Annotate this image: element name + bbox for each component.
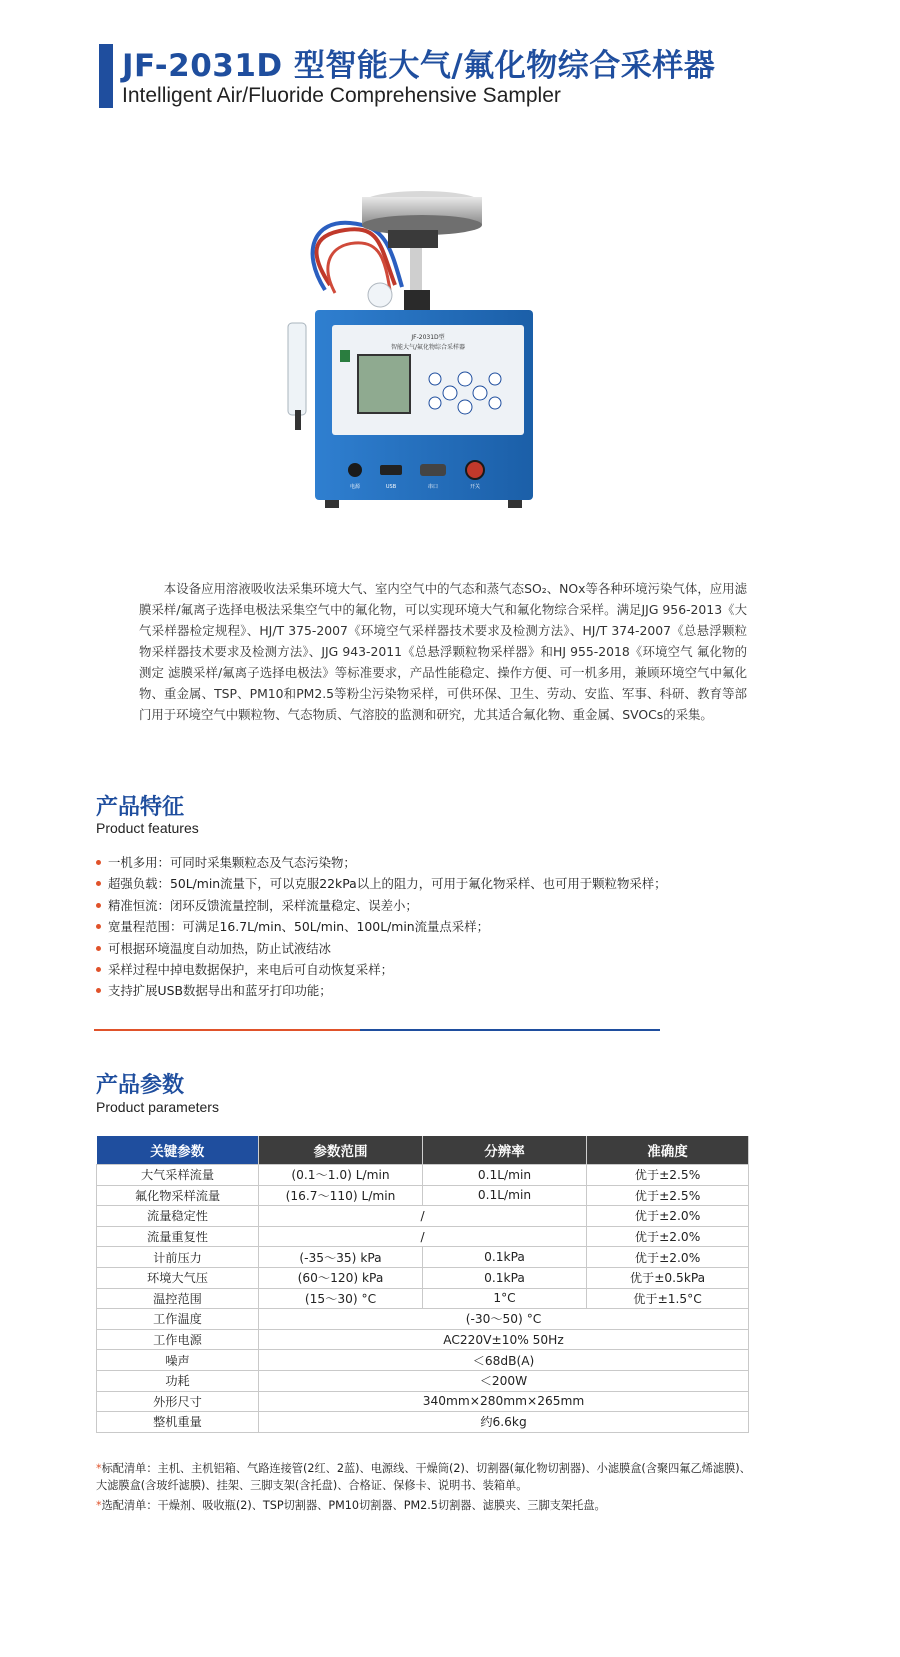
intro-text: 本设备应用溶液吸收法采集环境大气、室内空气中的气态和蒸气态SO₂、NOx等各种环境污染气体，应用滤膜采样/氟离子选择电极法采集空气中的氟化物，可以实现环境大气和氟化物综合采样。满足JJG 956-2013《大气采样器检定规程》、HJ/T 375-2007《环境空气采样器技术要求及检测方法》、HJ/T 374-2007《总悬浮颗粒物采样器技术要求及检测方法》、JJG 943-2011《总悬浮颗粒物采样器》和HJ 955-2018《环境空气 氟化物的测定 滤膜采样/氟离子选择电极法》等标准要求，产品性能稳定、操作方便、可一机多用，兼顾环境空气中氟化物、重金属、TSP、PM10和PM2.5等粉尘污染物采样，可供环保、卫生、劳动、安监、军事、科研、教育等部门用于环境空气中颗粒物、气态物质、气溶胶的监测和研究，尤其适合氟化物、重金属、SVOCs的采集。 (139, 581, 747, 722)
header-key-param: 关键参数 (97, 1136, 259, 1165)
product-image (270, 175, 570, 520)
features-title-en: Product features (96, 820, 199, 836)
device-model-line2: 智能大气/氟化物综合采样器 (390, 344, 466, 351)
features-list (96, 852, 667, 1002)
optional-config-note: *选配清单：干燥剂、吸收瓶(2)、TSP切割器、PM10切割器、PM2.5切割器、滤膜夹、三脚支架托盘。 (96, 1499, 606, 1512)
feature-item: 超强负载：50L/min流量下，可以克服22kPa以上的阻力，可用于氟化物采样、也可用于颗粒物采样； (96, 873, 667, 894)
header-range: 参数范围 (259, 1136, 423, 1165)
bullet-icon (96, 946, 101, 951)
bullet-icon (96, 860, 101, 865)
table-row: 流量重复性 / 优于±2.0% (97, 1226, 749, 1247)
table-row: 计前压力 (-35～35) kPa 0.1kPa 优于±2.0% (97, 1247, 749, 1268)
page-title: JF-2031D 型智能大气/氟化物综合采样器 (122, 48, 716, 84)
standard-config-note: *标配清单：主机、主机铝箱、气路连接管(2红、2蓝)、电源线、干燥筒(2)、切割器(氟化物切割器)、小滤膜盒(含聚四氟乙烯滤膜)、大滤膜盒(含玻纤滤膜)、挂架、三脚支架(含托盘)、合格证、保修卡、说明书、装箱单。 (96, 1462, 751, 1492)
asterisk-icon: * (96, 1499, 102, 1512)
table-row: 环境大气压 (60～120) kPa 0.1kPa 优于±0.5kPa (97, 1267, 749, 1288)
table-row: 整机重量 约6.6kg (97, 1412, 749, 1433)
bullet-icon (96, 924, 101, 929)
title-accent-bar (99, 44, 113, 108)
feature-item: 支持扩展USB数据导出和蓝牙打印功能； (96, 980, 667, 1001)
features-title-cn: 产品特征 (96, 795, 185, 820)
params-title-cn: 产品参数 (96, 1073, 185, 1098)
table-row: 流量稳定性 / 优于±2.0% (97, 1206, 749, 1227)
usb-port-icon (380, 465, 402, 475)
page-subtitle: Intelligent Air/Fluoride Comprehensive Sampler (122, 84, 561, 107)
device-model-line1: JF-2031D型 (411, 334, 445, 341)
header-resolution: 分辨率 (423, 1136, 587, 1165)
params-header-row (97, 1136, 749, 1165)
feature-item: 精准恒流：闭环反馈流量控制，采样流量稳定、误差小； (96, 895, 667, 916)
table-row: 噪声 ＜68dB(A) (97, 1350, 749, 1371)
power-switch-icon (466, 461, 484, 479)
bullet-icon (96, 967, 101, 972)
asterisk-icon: * (96, 1462, 102, 1475)
feature-item: 宽量程范围：可满足16.7L/min、50L/min、100L/min流量点采样； (96, 916, 667, 937)
params-title-en: Product parameters (96, 1099, 219, 1115)
port-label-power: 电源 (349, 484, 361, 490)
bullet-icon (96, 881, 101, 886)
accessory-notes (96, 1461, 756, 1519)
feature-item: 可根据环境温度自动加热，防止试液结冰 (96, 938, 667, 959)
port-label-usb: USB (385, 484, 397, 490)
table-row: 大气采样流量 (0.1～1.0) L/min 0.1L/min 优于±2.5% (97, 1165, 749, 1186)
power-socket-icon (348, 463, 362, 477)
table-row: 温控范围 (15～30) °C 1°C 优于±1.5°C (97, 1288, 749, 1309)
feature-item: 一机多用：可同时采集颗粒态及气态污染物； (96, 852, 667, 873)
table-row: 工作温度 (-30～50) °C (97, 1309, 749, 1330)
table-row: 外形尺寸 340mm×280mm×265mm (97, 1391, 749, 1412)
port-label-serial: 串口 (427, 484, 439, 490)
table-row: 功耗 ＜200W (97, 1370, 749, 1391)
feature-item: 采样过程中掉电数据保护，来电后可自动恢复采样； (96, 959, 667, 980)
table-row: 氟化物采样流量 (16.7～110) L/min 0.1L/min 优于±2.5% (97, 1185, 749, 1206)
bullet-icon (96, 903, 101, 908)
table-row: 工作电源 AC220V±10% 50Hz (97, 1329, 749, 1350)
intro-paragraph (139, 578, 747, 725)
device-logo (340, 350, 350, 362)
section-divider (94, 1029, 660, 1031)
serial-port-icon (420, 464, 446, 476)
port-label-switch: 开关 (469, 484, 481, 490)
header-accuracy: 准确度 (587, 1136, 749, 1165)
params-table (96, 1136, 749, 1433)
device-lcd-screen (358, 355, 410, 413)
bullet-icon (96, 988, 101, 993)
